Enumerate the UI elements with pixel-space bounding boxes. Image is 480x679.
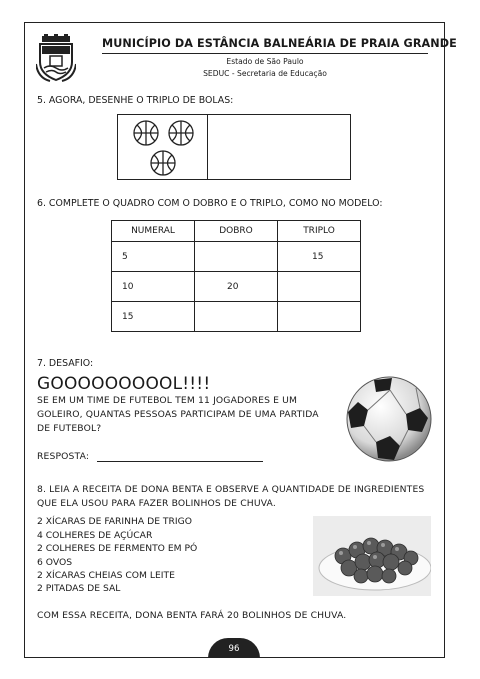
soccer-ball-icon (346, 376, 432, 462)
coat-of-arms-icon (36, 34, 76, 82)
header-rule (102, 53, 428, 54)
q7-line: SE EM UM TIME DE FUTEBOL TEM 11 JOGADORES E UM (37, 395, 298, 406)
cell-triplo: 15 (278, 242, 361, 272)
goal-shout: GOOOOOOOOOL!!!! (37, 374, 211, 394)
col-triplo: TRIPLO (278, 221, 361, 242)
table-row (112, 272, 361, 302)
q8-line: QUE ELA USOU PARA FAZER BOLINHOS DE CHUVA. (37, 498, 276, 509)
page-number: 96 (208, 638, 260, 658)
ingredient-item: 4 COLHERES DE AÇÚCAR (37, 530, 153, 541)
answer-input-line[interactable] (97, 461, 263, 462)
cell-triplo[interactable] (278, 302, 361, 332)
balls-box-divider (207, 115, 208, 179)
basketball-icon (169, 121, 193, 145)
basketball-icons (130, 120, 204, 178)
q7-line: GOLEIRO, QUANTAS PESSOAS PARTICIPAM DE UMA PARTIDA (37, 409, 319, 420)
table-row (112, 302, 361, 332)
ingredient-item: 6 OVOS (37, 557, 73, 568)
cell-numeral: 15 (112, 302, 195, 332)
balls-box (117, 114, 351, 180)
q6-prompt: 6. COMPLETE O QUADRO COM O DOBRO E O TRIPLO, COMO NO MODELO: (37, 198, 383, 209)
cell-dobro[interactable] (195, 242, 278, 272)
municipality-title: MUNICÍPIO DA ESTÂNCIA BALNEÁRIA DE PRAIA GRANDE (102, 37, 457, 50)
ingredient-item: 2 PITADAS DE SAL (37, 583, 121, 594)
basketball-icon (134, 121, 158, 145)
ingredient-item: 2 XÍCARAS CHEIAS COM LEITE (37, 570, 175, 581)
cell-dobro: 20 (195, 272, 278, 302)
col-dobro: DOBRO (195, 221, 278, 242)
q7-line: DE FUTEBOL? (37, 423, 102, 434)
col-numeral: NUMERAL (112, 221, 195, 242)
double-triple-table (111, 220, 361, 332)
table-header-row (112, 221, 361, 242)
q8-line: 8. LEIA A RECEITA DE DONA BENTA E OBSERVE A QUANTIDADE DE INGREDIENTES (37, 484, 425, 495)
answer-label: RESPOSTA: (37, 451, 90, 462)
cell-numeral: 5 (112, 242, 195, 272)
basketball-icon (151, 151, 175, 175)
q7-label: 7. DESAFIO: (37, 358, 94, 369)
cell-numeral: 10 (112, 272, 195, 302)
ingredient-item: 2 XÍCARAS DE FARINHA DE TRIGO (37, 516, 192, 527)
state-name: Estado de São Paulo (226, 57, 304, 66)
table-row (112, 242, 361, 272)
bolinhos-photo (313, 516, 431, 596)
ingredient-item: 2 COLHERES DE FERMENTO EM PÓ (37, 543, 198, 554)
cell-triplo[interactable] (278, 272, 361, 302)
q8-conclusion: COM ESSA RECEITA, DONA BENTA FARÁ 20 BOLINHOS DE CHUVA. (37, 610, 347, 621)
cell-dobro[interactable] (195, 302, 278, 332)
department-name: SEDUC - Secretaria de Educação (203, 69, 327, 78)
q5-prompt: 5. AGORA, DESENHE O TRIPLO DE BOLAS: (37, 95, 234, 106)
